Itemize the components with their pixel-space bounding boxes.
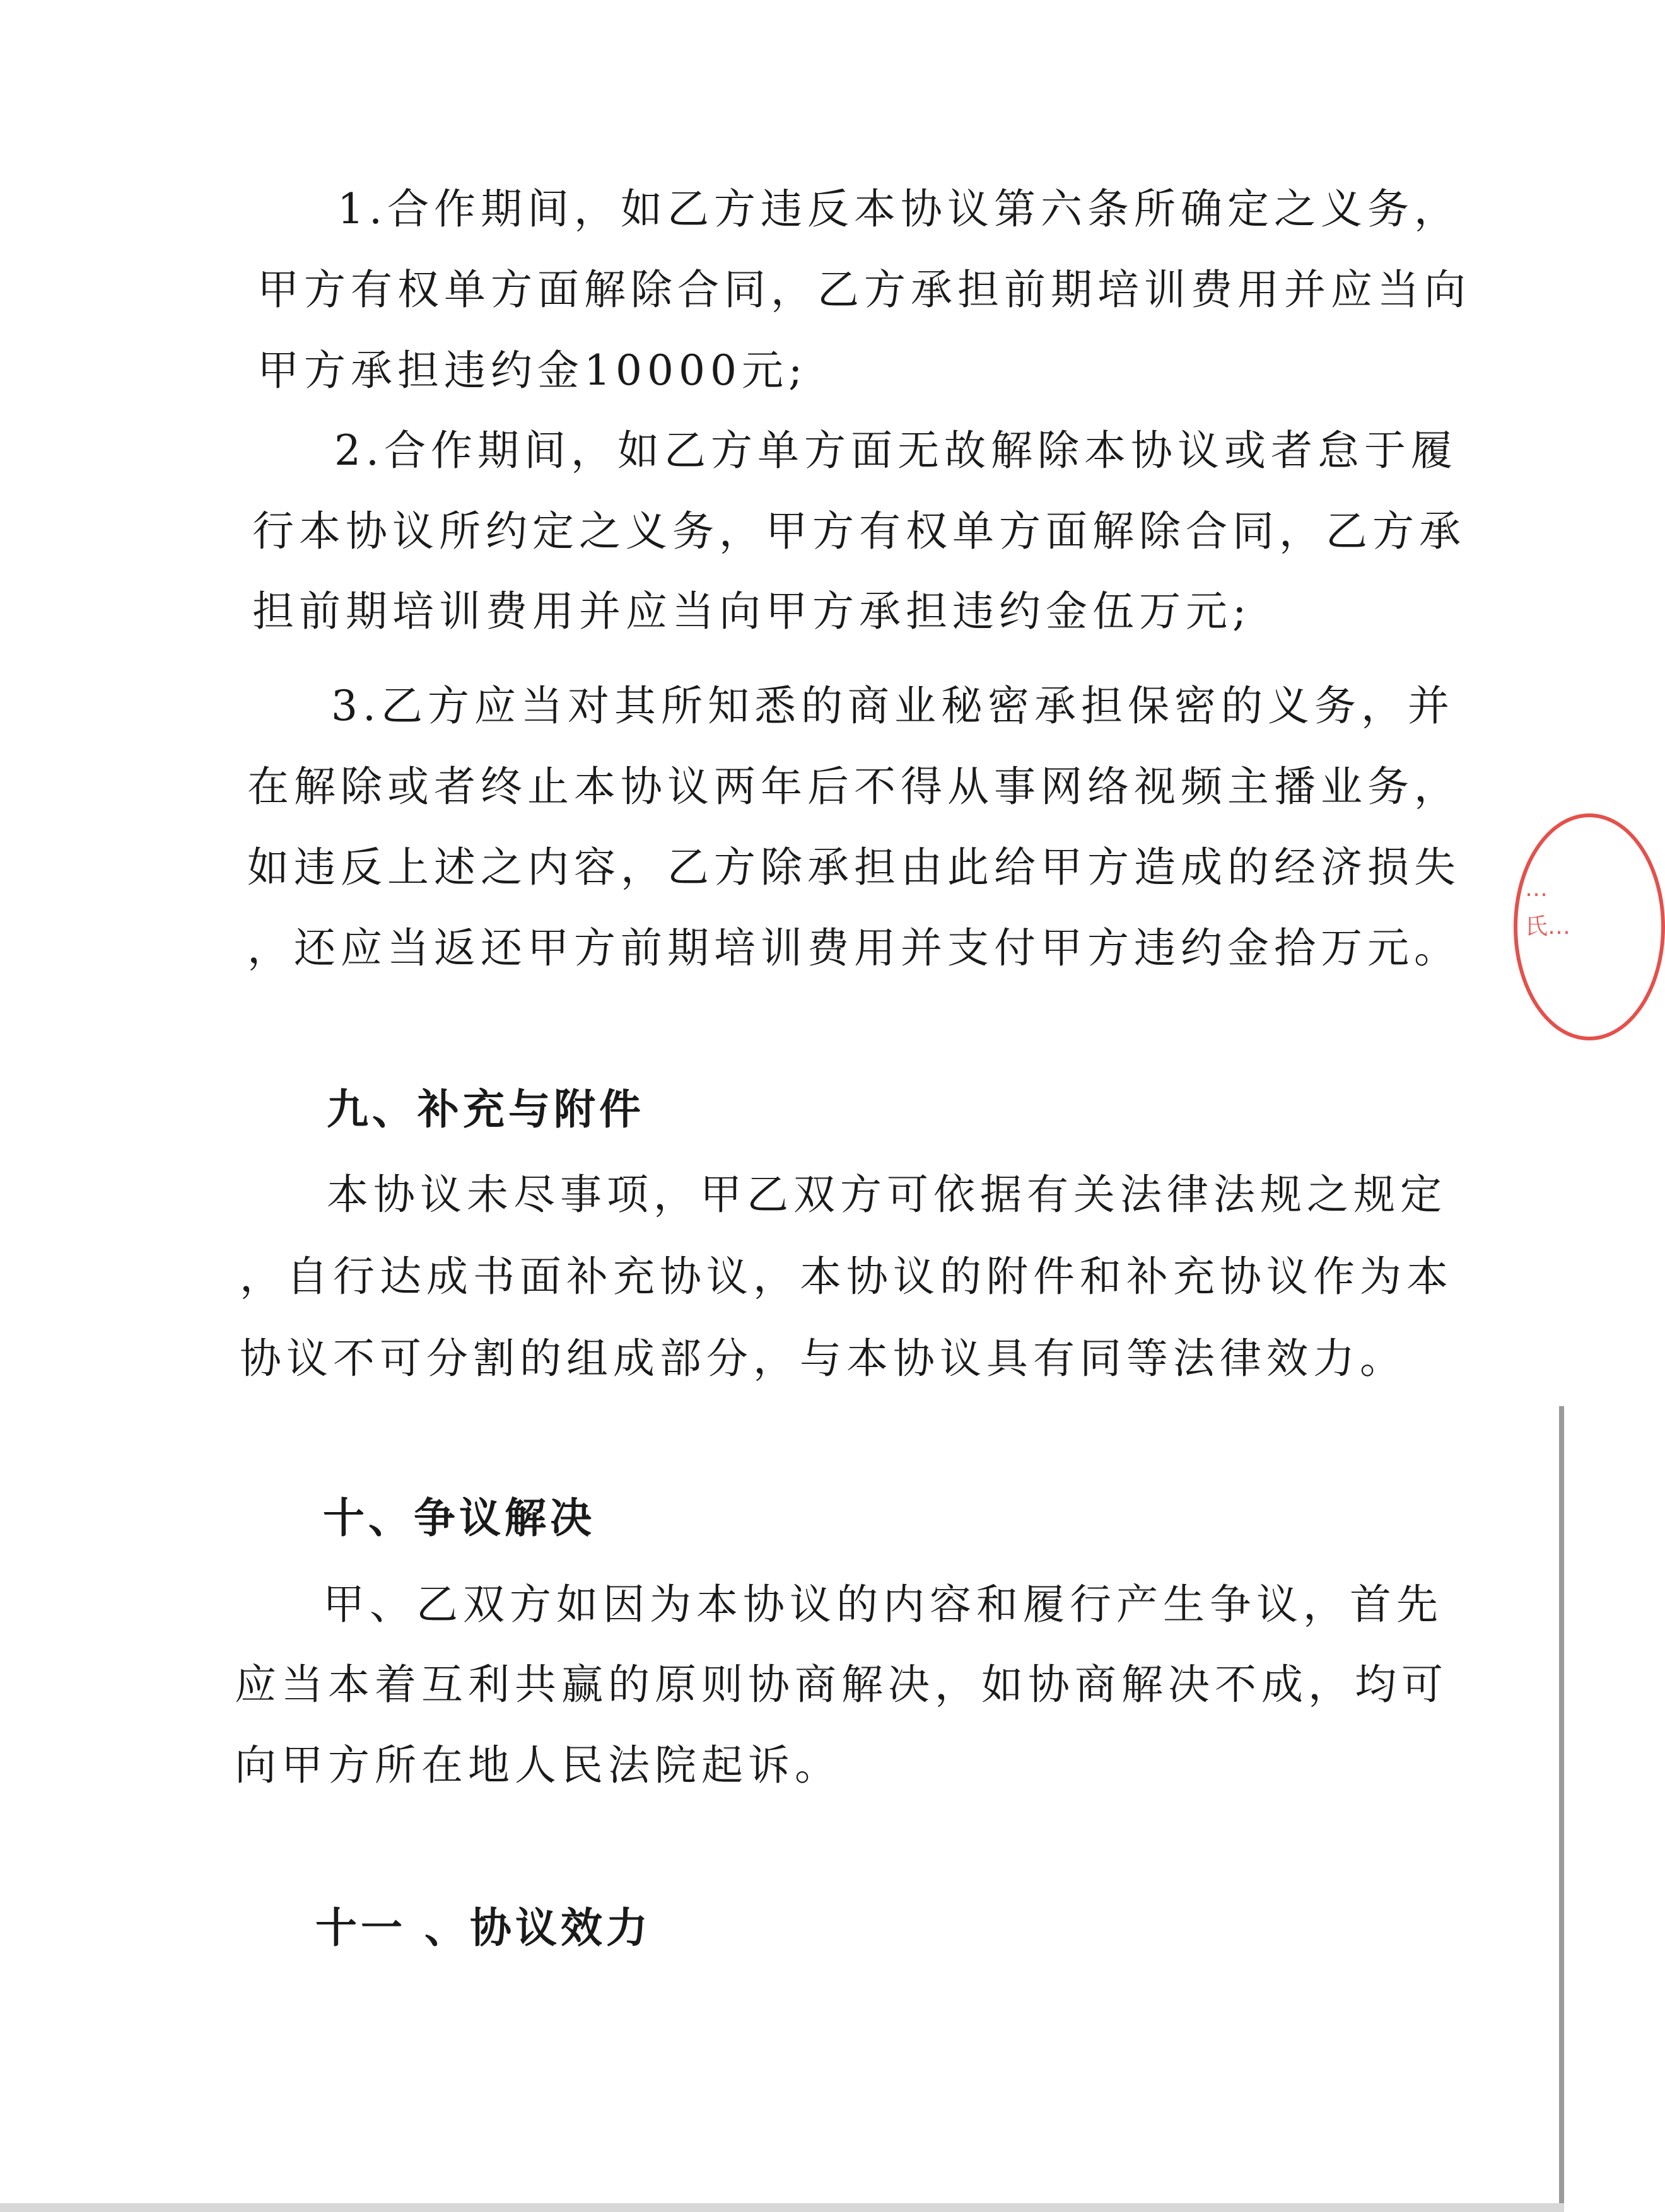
item2-line1: 2.合作期间，如乙方单方面无故解除本协议或者怠于履 [334,426,1458,475]
section11-heading: 十一 、协议效力 [315,1904,651,1952]
item2-line3: 担前期培训费用并应当向甲方承担违约金伍万元; [252,587,1252,636]
item1-line1: 1.合作期间，如乙方违反本协议第六条所确定之义务， [337,185,1461,233]
section10-line3: 向甲方所在地人民法院起诉。 [235,1741,841,1790]
scan-right-edge [1559,1406,1564,2212]
item3-line2: 在解除或者终止本协议两年后不得从事网络视频主播业务， [247,762,1461,811]
seal-text: …氏… [1525,876,1571,940]
section9-line3: 协议不可分割的组成部分，与本协议具有同等法律效力。 [240,1334,1406,1383]
scan-bottom-edge [0,2203,1564,2212]
item2-line2: 行本协议所约定之义务，甲方有权单方面解除合同，乙方承 [252,507,1466,556]
section9-line2: ，自行达成书面补充协议，本协议的附件和补充协议作为本 [240,1252,1453,1301]
section10-line2: 应当本着互利共赢的原则协商解决，如协商解决不成，均可 [235,1660,1448,1709]
item1-line3: 甲方承担违约金10000元; [257,346,808,395]
section10-heading: 十、争议解决 [323,1494,595,1542]
section10-line1: 甲、乙双方如因为本协议的内容和履行产生争议，首先 [323,1580,1443,1629]
item1-line2: 甲方有权单方面解除合同，乙方承担前期培训费用并应当向 [257,265,1471,314]
section9-line1: 本协议未尽事项，甲乙双方可依据有关法律法规之规定 [327,1170,1447,1219]
item3-line3: 如违反上述之内容，乙方除承担由此给甲方造成的经济损失 [247,843,1461,892]
item3-line1: 3.乙方应当对其所知悉的商业秘密承担保密的义务，并 [331,682,1454,730]
item3-line4: ，还应当返还甲方前期培训费用并支付甲方违约金拾万元。 [247,924,1461,972]
section9-heading: 九、补充与附件 [327,1085,645,1134]
